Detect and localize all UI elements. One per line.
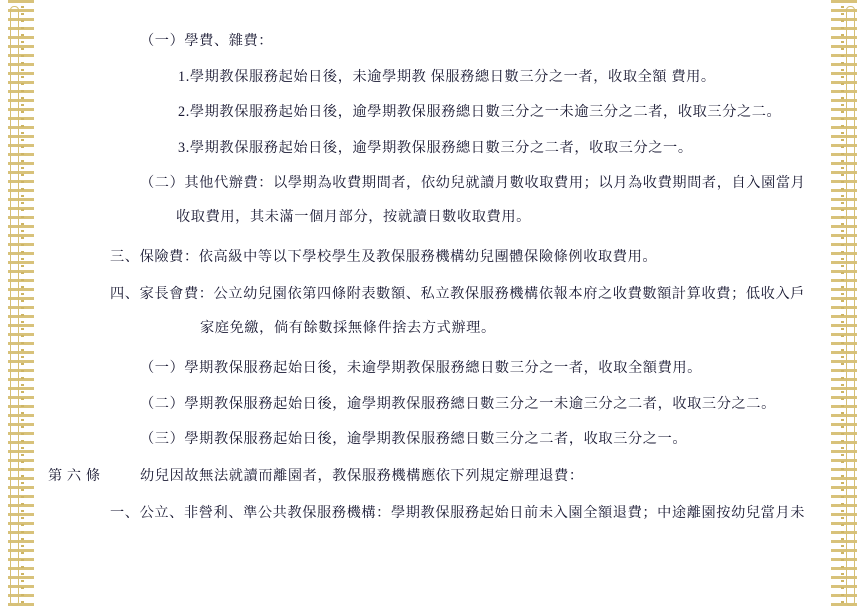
list-item: （一）學期教保服務起始日後，未逾學期教保服務總日數三分之一者，收取全額費用。 xyxy=(140,360,702,376)
list-item: 1.學期教保服務起始日後，未逾學期教 保服務總日數三分之一者，收取全額 費用。 xyxy=(178,68,716,85)
article-text: 幼兒因故無法就讀而離園者，教保服務機構應依下列規定辦理退費： xyxy=(140,468,584,484)
list-item: （二）學期教保服務起始日後，逾學期教保服務總日數三分之一未逾三分之二者，收取三分之二。 xyxy=(140,395,776,412)
list-item: 四、家長會費：公立幼兒園依第四條附表數額、私立教保服務機構依報本府之收費數額計算收費；低收入戶 xyxy=(110,286,806,302)
article-number: 第 六 條 xyxy=(48,468,101,484)
list-item: 三、保險費：依高級中等以下學校學生及教保服務機構幼兒團體保險條例收取費用。 xyxy=(110,249,658,265)
list-item: （一）學費、雜費： xyxy=(140,33,274,49)
page-border-left xyxy=(8,0,34,612)
list-item: 2.學期教保服務起始日後，逾學期教保服務總日數三分之一未逾三分之二者，收取三分之二。 xyxy=(178,104,782,120)
list-item: 3.學期教保服務起始日後，逾學期教保服務總日數三分之二者，收取三分之一。 xyxy=(178,139,693,156)
article-heading xyxy=(48,465,817,488)
list-item: （三）學期教保服務起始日後，逾學期教保服務總日數三分之二者，收取三分之一。 xyxy=(140,431,688,447)
list-item-continuation: 家庭免繳，倘有餘數採無條件捨去方式辦理。 xyxy=(200,320,496,336)
document-body xyxy=(48,30,817,598)
list-item: （二）其他代辦費：以學期為收費期間者，依幼兒就讀月數收取費用；以月為收費期間者，自入園當月 xyxy=(140,175,806,191)
list-item-continuation: 收取費用，其未滿一個月部分，按就讀日數收取費用。 xyxy=(176,209,531,225)
page-border-right xyxy=(831,0,857,612)
list-item: 一、公立、非營利、準公共教保服務機構：學期教保服務起始日前未入園全額退費；中途離園按幼兒當月未 xyxy=(110,505,806,521)
